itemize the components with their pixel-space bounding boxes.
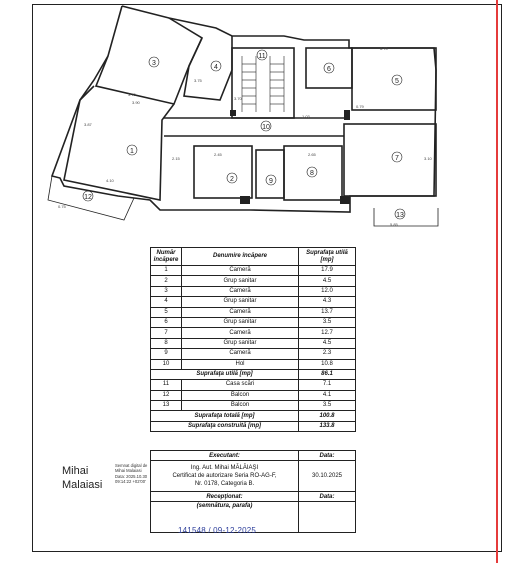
area-table [150,247,356,432]
dimension-label: 3.90 [132,100,140,105]
executant-date: 30.10.2025 [299,461,356,492]
table-cell-area: 17.9 [299,266,356,276]
signature-meta-line: Semnat digital de [115,463,148,468]
table-cell-area: 3.5 [299,317,356,327]
table-cell-name: Cameră [182,349,299,359]
useful-area-row [151,369,356,379]
table-cell-area: 2.3 [299,349,356,359]
room-number: 6 [327,66,331,73]
receptionat-sign: (semnătura, parafa) [151,502,299,533]
executant-line1: Ing. Aut. Mihai MĂLĂIAŞI [190,465,259,471]
table-cell-num: 9 [151,349,182,359]
total-area-row [151,411,356,421]
room-number: 8 [310,170,314,177]
floor-plan [44,0,454,238]
dimension-label: 0.75 [58,204,66,209]
built-area-row [151,421,356,431]
table-cell-area: 4.3 [299,297,356,307]
table-row [151,390,356,400]
table-row [151,297,356,307]
table-row [151,338,356,348]
dimension-label: 2.15 [172,156,180,161]
table-cell-num: 5 [151,307,182,317]
signature-name-line1: Mihai [62,465,89,477]
executant-line2: Certificat de autorizare Seria RO-AG-F, [172,473,277,479]
room-number: 5 [395,78,399,85]
dimension-label: 3.10 [424,156,432,161]
built-area-label: Suprafaţa construită [mp] [151,421,299,431]
table-cell-name: Grup sanitar [182,338,299,348]
table-cell-area: 7.1 [299,380,356,390]
table-cell-area: 3.5 [299,401,356,411]
table-cell-num: 10 [151,359,182,369]
table-row [151,307,356,317]
executant-line3: Nr. 0178, Categoria B. [194,481,255,487]
dimension-label: 5.85 [390,222,398,227]
receptionat-date [299,502,356,533]
header-area: Suprafaţa utilă [mp] [299,248,356,266]
dimension-label: 6.70 [380,46,388,51]
table-row [151,328,356,338]
table-cell-name: Casa scări [182,380,299,390]
table-cell-name: Cameră [182,328,299,338]
table-cell-num: 4 [151,297,182,307]
table-cell-area: 4.5 [299,276,356,286]
table-row [151,317,356,327]
room-number: 1 [130,148,134,155]
table-row [151,286,356,296]
page-edge-line [496,0,498,563]
total-area-value: 100.8 [299,411,356,421]
table-cell-num: 6 [151,317,182,327]
dimension-label: 3.75 [194,78,202,83]
dimension-label: 3.70 [128,92,136,97]
dimension-label: 1.03 [302,114,310,119]
executant-details [151,461,299,492]
registration-stamp: 141548 / 09-12-2025 [178,526,257,535]
header-name: Denumire încăpere [182,248,299,266]
useful-area-label: Suprafaţa utilă [mp] [151,369,299,379]
room-number: 10 [262,124,270,131]
table-cell-name: Grup sanitar [182,317,299,327]
table-cell-num: 2 [151,276,182,286]
table-cell-area: 12.0 [299,286,356,296]
signature-meta-line: Data: 2025.10.30 [115,473,148,479]
table-cell-num: 7 [151,328,182,338]
table-row [151,276,356,286]
executant-table [150,450,356,533]
table-cell-name: Grup sanitar [182,297,299,307]
signature-meta-line: Mihai Malaiasi [115,468,142,474]
executant-date-label: Data: [299,451,356,461]
table-header-row [151,248,356,266]
table-row [151,401,356,411]
dimension-label: 4.10 [106,178,114,183]
room-number: 12 [84,194,92,201]
room-number: 7 [395,155,399,162]
dimension-label: 3.70 [234,96,242,101]
table-cell-name: Cameră [182,286,299,296]
table-cell-num: 13 [151,401,182,411]
dimension-label: 2.65 [308,152,316,157]
executant-label: Executant: [151,451,299,461]
table-cell-area: 4.5 [299,338,356,348]
dimension-label: 3.87 [84,122,92,127]
room-number: 13 [396,212,404,219]
signature-name-line2: Malaiasi [62,479,103,491]
header-num: Număr încăpere [151,248,182,266]
signature-meta-line: 09:14:22 +02'00' [115,479,146,485]
receptionat-label: Recepţionat: [151,492,299,502]
room-number: 11 [258,53,266,60]
table-cell-num: 11 [151,380,182,390]
signature-name [62,464,102,492]
table-cell-area: 12.7 [299,328,356,338]
table-row [151,359,356,369]
table-cell-num: 8 [151,338,182,348]
room-number: 3 [152,60,156,67]
room-number: 4 [214,64,218,71]
table-cell-area: 4.1 [299,390,356,400]
dimension-label: 2.45 [214,152,222,157]
table-cell-name: Hol [182,359,299,369]
room-number: 2 [230,176,234,183]
total-area-label: Suprafaţa totală [mp] [151,411,299,421]
signature-meta [115,463,161,485]
receptionat-date-label: Data: [299,492,356,502]
table-cell-num: 3 [151,286,182,296]
room-number: 9 [269,178,273,185]
useful-area-value: 86.1 [299,369,356,379]
dimension-label: 0.79 [356,104,364,109]
table-cell-num: 12 [151,390,182,400]
table-cell-name: Cameră [182,266,299,276]
table-cell-name: Balcon [182,401,299,411]
table-row [151,380,356,390]
built-area-value: 133.8 [299,421,356,431]
table-cell-name: Grup sanitar [182,276,299,286]
table-cell-area: 10.8 [299,359,356,369]
table-cell-name: Cameră [182,307,299,317]
table-cell-area: 13.7 [299,307,356,317]
table-row [151,266,356,276]
table-row [151,349,356,359]
table-cell-num: 1 [151,266,182,276]
table-cell-name: Balcon [182,390,299,400]
